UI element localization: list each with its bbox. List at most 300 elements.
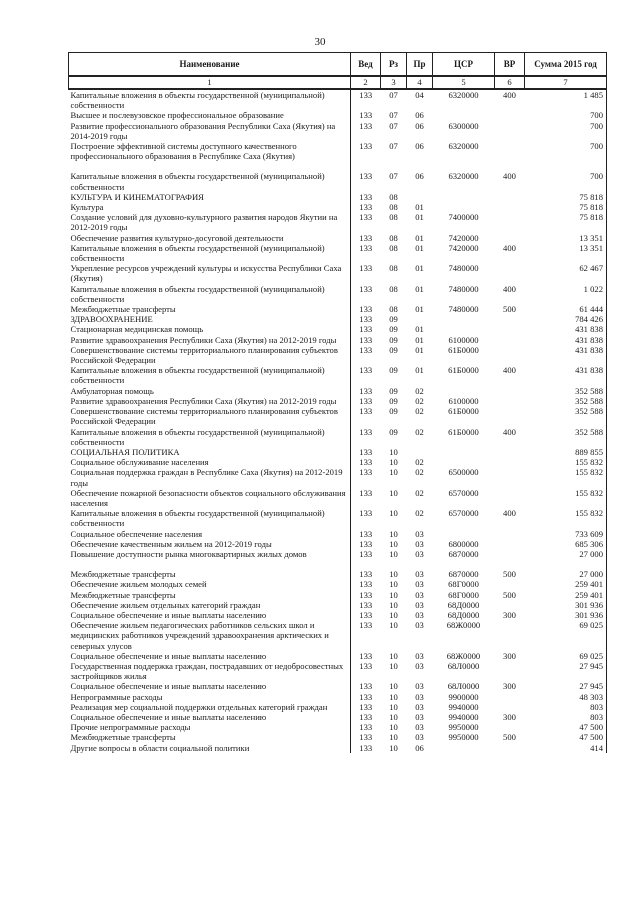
cell-ved: 133: [351, 263, 381, 283]
cell-rz: 09: [389, 334, 398, 345]
cell-rz: 10: [389, 742, 398, 753]
cell-csr: 68Л0000: [447, 660, 480, 671]
table-row: [69, 620, 607, 651]
cell-name: Совершенствование системы территориального планирования субъектов Российской Федерации: [70, 406, 338, 427]
cell-csr: 7420000: [448, 232, 479, 243]
cell-pr: 03: [415, 711, 424, 722]
cell-pr: 01: [415, 283, 424, 294]
cell-name: Социальное обеспечение и иные выплаты населению: [70, 609, 267, 620]
cell-name: Обеспечение жильем молодых семей: [70, 579, 207, 590]
table-row: [69, 681, 607, 691]
cell-pr: 01: [415, 324, 424, 335]
cell-rz: 07: [389, 90, 398, 100]
cell-rz: 10: [389, 711, 398, 722]
cell-pr: 01: [415, 212, 424, 223]
cell-name: Капитальные вложения в объекты государственной (муниципальной) собственности: [70, 90, 325, 111]
cell-sum: 155 832: [525, 457, 607, 467]
cell-vr: 400: [503, 365, 516, 376]
cell-sum: 47 500: [525, 722, 607, 732]
cell-rz: 10: [389, 579, 398, 590]
cell-sum: 27 000: [525, 569, 607, 579]
cell-ved: 133: [351, 722, 381, 732]
cell-csr: 6320000: [448, 141, 479, 152]
cell-sum: 700: [525, 110, 607, 120]
table-row: [69, 243, 607, 263]
cell-ved: 133: [351, 661, 381, 681]
cell-csr: 6500000: [448, 467, 479, 478]
cell-csr: 61Б0000: [448, 344, 479, 355]
cell-sum: 155 832: [525, 508, 607, 528]
cell-csr: 6100000: [448, 395, 479, 406]
header-rz: Рз: [381, 53, 407, 77]
cell-csr: 6300000: [448, 120, 479, 131]
column-index-row: [69, 76, 607, 89]
cell-sum: 27 945: [525, 661, 607, 681]
cell-name: Прочие непрограммные расходы: [70, 722, 191, 733]
cell-csr: 9940000: [448, 711, 479, 722]
header-ved: Вед: [351, 53, 381, 77]
table-row: [69, 304, 607, 314]
cell-sum: 259 401: [525, 579, 607, 589]
cell-rz: 07: [389, 171, 398, 182]
table-row: [69, 202, 607, 212]
cell-pr: 02: [415, 395, 424, 406]
cell-sum: 27 945: [525, 681, 607, 691]
cell-sum: 700: [525, 121, 607, 141]
cell-pr: [407, 314, 433, 324]
cell-pr: 03: [415, 569, 424, 580]
header-csr: ЦСР: [433, 53, 495, 77]
table-row: [69, 488, 607, 508]
table-row: [69, 386, 607, 396]
cell-name: Обеспечение развития культурно-досуговой деятельности: [70, 232, 284, 243]
table-row: [69, 508, 607, 528]
cell-ved: 133: [351, 457, 381, 467]
cell-vr: [495, 202, 525, 212]
cell-ved: 133: [351, 202, 381, 212]
cell-vr: [495, 121, 525, 141]
cell-rz: 10: [389, 722, 398, 733]
cell-ved: 133: [351, 529, 381, 539]
cell-vr: [495, 141, 525, 161]
column-index: 3: [381, 76, 407, 89]
table-row: [69, 651, 607, 661]
table-row: [69, 539, 607, 549]
cell-name: Межбюджетные трансферты: [70, 589, 176, 600]
cell-name: Создание условий для духовно-культурного развития народов Якутии на 2012-2019 годы: [70, 212, 338, 233]
cell-name: КУЛЬТУРА И КИНЕМАТОГРАФИЯ: [70, 191, 204, 202]
cell-vr: [495, 314, 525, 324]
cell-ved: 133: [351, 732, 381, 742]
cell-rz: 10: [389, 681, 398, 692]
cell-pr: 06: [415, 171, 424, 182]
table-row: [69, 263, 607, 283]
budget-table: [68, 52, 607, 753]
cell-pr: 03: [415, 538, 424, 549]
cell-csr: 68Д0000: [447, 609, 480, 620]
table-row: [69, 467, 607, 487]
table-row: [69, 314, 607, 324]
cell-csr: [433, 529, 495, 539]
cell-rz: 10: [389, 508, 398, 519]
cell-name: Капитальные вложения в объекты государственной (муниципальной) собственности: [70, 508, 325, 529]
cell-vr: [495, 743, 525, 753]
cell-csr: [433, 386, 495, 396]
cell-name: Капитальные вложения в объекты государственной (муниципальной) собственности: [70, 365, 325, 386]
cell-ved: 133: [351, 365, 381, 385]
cell-name: Капитальные вложения в объекты государственной (муниципальной) собственности: [70, 171, 325, 192]
cell-ved: 133: [351, 681, 381, 691]
cell-csr: 7480000: [448, 304, 479, 315]
cell-vr: [495, 488, 525, 508]
cell-name: Социальное обеспечение и иные выплаты населению: [70, 681, 267, 692]
cell-pr: 01: [415, 344, 424, 355]
cell-sum: 259 401: [525, 590, 607, 600]
cell-vr: [495, 161, 525, 171]
cell-sum: 155 832: [525, 467, 607, 487]
cell-name: Культура: [70, 202, 104, 213]
cell-rz: 09: [389, 324, 398, 335]
cell-csr: [433, 559, 495, 569]
cell-rz: 10: [389, 446, 398, 457]
cell-sum: 1 485: [525, 89, 607, 110]
cell-sum: 13 351: [525, 243, 607, 263]
table-row: [69, 171, 607, 191]
cell-pr: 01: [415, 242, 424, 253]
cell-ved: 133: [351, 427, 381, 447]
column-index: 2: [351, 76, 381, 89]
cell-name: Развитие профессионального образования Республики Саха (Якутия) на 2014-2019 годы: [70, 120, 336, 141]
table-row: [69, 447, 607, 457]
cell-name: Обеспечение жильем отдельных категорий граждан: [70, 599, 261, 610]
cell-ved: 133: [351, 304, 381, 314]
cell-vr: [495, 600, 525, 610]
cell-vr: 500: [503, 304, 516, 315]
cell-sum: 75 818: [525, 212, 607, 232]
cell-pr: [407, 559, 433, 569]
cell-csr: 61Б0000: [448, 406, 479, 417]
cell-name: Обеспечение качественным жильем на 2012-2019 годы: [70, 538, 272, 549]
cell-vr: [495, 192, 525, 202]
cell-csr: [433, 457, 495, 467]
cell-sum: 352 588: [525, 406, 607, 426]
cell-pr: 06: [415, 742, 424, 753]
cell-csr: 68Л0000: [447, 681, 480, 692]
cell-vr: 300: [503, 650, 516, 661]
cell-vr: [495, 324, 525, 334]
cell-sum: 47 500: [525, 732, 607, 742]
cell-vr: [495, 467, 525, 487]
table-row: [69, 406, 607, 426]
cell-csr: [433, 447, 495, 457]
cell-ved: 133: [351, 345, 381, 365]
cell-vr: 500: [503, 569, 516, 580]
cell-rz: 10: [389, 548, 398, 559]
cell-name: Развитие здравоохранения Республики Саха (Якутия) на 2012-2019 годы: [70, 395, 337, 406]
header-vr: ВР: [495, 53, 525, 77]
cell-name: ЗДРАВООХРАНЕНИЕ: [70, 314, 153, 325]
cell-csr: 9900000: [448, 691, 479, 702]
cell-name: Высшее и послевузовское профессиональное образование: [70, 110, 284, 121]
cell-name: Реализация мер социальной поддержки отдельных категорий граждан: [70, 701, 328, 712]
cell-pr: 01: [415, 202, 424, 213]
table-row: [69, 284, 607, 304]
cell-rz: 09: [389, 406, 398, 417]
cell-pr: 02: [415, 508, 424, 519]
cell-csr: [433, 110, 495, 120]
cell-sum: 889 855: [525, 447, 607, 457]
cell-ved: 133: [351, 508, 381, 528]
cell-vr: [495, 692, 525, 702]
cell-pr: 03: [415, 548, 424, 559]
cell-pr: [407, 161, 433, 171]
cell-vr: 500: [503, 732, 516, 743]
cell-pr: 01: [415, 263, 424, 274]
cell-sum: 61 444: [525, 304, 607, 314]
table-row: [69, 335, 607, 345]
cell-sum: 75 818: [525, 202, 607, 212]
cell-csr: [433, 192, 495, 202]
header-name: Наименование: [69, 53, 351, 77]
cell-pr: 03: [415, 681, 424, 692]
cell-csr: 7480000: [448, 283, 479, 294]
cell-csr: 9950000: [448, 732, 479, 743]
cell-csr: 68Ж0000: [446, 650, 481, 661]
cell-sum: 803: [525, 702, 607, 712]
cell-vr: 400: [503, 426, 516, 437]
cell-rz: 07: [389, 110, 398, 121]
cell-pr: 06: [415, 120, 424, 131]
table-row: [69, 89, 607, 110]
cell-name: СОЦИАЛЬНАЯ ПОЛИТИКА: [70, 446, 180, 457]
cell-sum: 48 303: [525, 692, 607, 702]
cell-rz: 10: [389, 538, 398, 549]
cell-ved: 133: [351, 121, 381, 141]
cell-rz: 10: [389, 691, 398, 702]
cell-pr: 02: [415, 487, 424, 498]
cell-vr: [495, 529, 525, 539]
table-row: [69, 141, 607, 161]
table-row: [69, 732, 607, 742]
cell-csr: 6870000: [448, 569, 479, 580]
table-row: [69, 610, 607, 620]
cell-name: Обеспечение жильем педагогических работников сельских школ и медицинских работников учреждений здравоохранения арктических и северных улусов: [70, 620, 329, 651]
cell-pr: 06: [415, 110, 424, 121]
cell-sum: 700: [525, 171, 607, 191]
cell-name: Другие вопросы в области социальной политики: [70, 742, 250, 753]
table-row: [69, 324, 607, 334]
table-row: [69, 161, 607, 171]
cell-ved: 133: [351, 549, 381, 559]
cell-rz: 09: [389, 426, 398, 437]
cell-csr: 68Д0000: [447, 599, 480, 610]
cell-rz: 10: [389, 660, 398, 671]
cell-pr: 02: [415, 406, 424, 417]
cell-csr: 68Г0000: [448, 589, 479, 600]
table-row: [69, 549, 607, 559]
cell-name: Социальное обеспечение населения: [70, 528, 203, 539]
cell-ved: 133: [351, 335, 381, 345]
cell-pr: 01: [415, 304, 424, 315]
cell-vr: [495, 110, 525, 120]
cell-sum: 27 000: [525, 549, 607, 559]
cell-rz: 07: [389, 120, 398, 131]
cell-rz: 09: [389, 314, 398, 325]
cell-csr: 6870000: [448, 548, 479, 559]
cell-sum: 69 025: [525, 651, 607, 661]
cell-sum: 301 936: [525, 610, 607, 620]
cell-ved: 133: [351, 539, 381, 549]
cell-name: Социальная поддержка граждан в Республике Саха (Якутия) на 2012-2019 годы: [70, 467, 343, 488]
cell-ved: 133: [351, 579, 381, 589]
table-row: [69, 365, 607, 385]
cell-pr: 02: [415, 426, 424, 437]
cell-sum: 414: [525, 743, 607, 753]
cell-ved: 133: [351, 447, 381, 457]
cell-sum: 685 306: [525, 539, 607, 549]
cell-pr: 03: [415, 599, 424, 610]
cell-vr: [495, 620, 525, 651]
table-row: [69, 233, 607, 243]
cell-rz: 07: [389, 141, 398, 152]
cell-name: Укрепление ресурсов учреждений культуры и искусства Республики Саха (Якутия): [70, 263, 342, 284]
table-row: [69, 569, 607, 579]
cell-ved: 133: [351, 141, 381, 161]
cell-sum: 431 838: [525, 335, 607, 345]
cell-pr: 03: [415, 650, 424, 661]
cell-name: Межбюджетные трансферты: [70, 569, 176, 580]
table-row: [69, 590, 607, 600]
cell-pr: 03: [415, 620, 424, 631]
cell-sum: 13 351: [525, 233, 607, 243]
cell-rz: 08: [389, 232, 398, 243]
table-row: [69, 529, 607, 539]
cell-rz: [381, 161, 407, 171]
cell-name: Стационарная медицинская помощь: [70, 324, 204, 335]
cell-name: Межбюджетные трансферты: [70, 304, 176, 315]
cell-rz: 08: [389, 304, 398, 315]
cell-vr: [495, 447, 525, 457]
cell-sum: 62 467: [525, 263, 607, 283]
cell-vr: [495, 661, 525, 681]
cell-vr: 400: [503, 508, 516, 519]
cell-ved: 133: [351, 284, 381, 304]
cell-rz: 10: [389, 609, 398, 620]
cell-ved: 133: [351, 233, 381, 243]
cell-vr: 500: [503, 589, 516, 600]
cell-csr: 6320000: [448, 90, 479, 100]
cell-csr: 7420000: [448, 242, 479, 253]
cell-name: Государственная поддержка граждан, пострадавших от недобросовестных застройщиков жилья: [70, 660, 344, 682]
header-sum: Сумма 2015 год: [525, 53, 607, 77]
cell-ved: 133: [351, 212, 381, 232]
cell-name: [69, 161, 351, 171]
cell-ved: 133: [351, 712, 381, 722]
cell-pr: 03: [415, 691, 424, 702]
cell-sum: 301 936: [525, 600, 607, 610]
cell-ved: 133: [351, 171, 381, 191]
cell-rz: 10: [389, 528, 398, 539]
cell-rz: 10: [389, 569, 398, 580]
cell-csr: 9940000: [448, 701, 479, 712]
cell-vr: 300: [503, 681, 516, 692]
cell-rz: 09: [389, 365, 398, 376]
cell-csr: 6570000: [448, 508, 479, 519]
cell-vr: 400: [503, 171, 516, 182]
table-row: [69, 212, 607, 232]
cell-ved: 133: [351, 600, 381, 610]
cell-ved: 133: [351, 324, 381, 334]
cell-pr: 03: [415, 722, 424, 733]
cell-vr: 400: [503, 283, 516, 294]
cell-vr: [495, 457, 525, 467]
cell-sum: 431 838: [525, 365, 607, 385]
cell-vr: 300: [503, 609, 516, 620]
cell-sum: 1 022: [525, 284, 607, 304]
cell-csr: 6800000: [448, 538, 479, 549]
cell-sum: 431 838: [525, 345, 607, 365]
cell-name: [69, 559, 351, 569]
cell-vr: [495, 722, 525, 732]
column-index: 7: [525, 76, 607, 89]
cell-vr: [495, 345, 525, 365]
cell-vr: [495, 406, 525, 426]
cell-rz: 10: [389, 457, 398, 468]
cell-pr: 03: [415, 660, 424, 671]
cell-rz: 08: [389, 212, 398, 223]
page-number: 30: [314, 36, 326, 48]
cell-csr: 9950000: [448, 722, 479, 733]
cell-sum: 352 588: [525, 396, 607, 406]
cell-ved: 133: [351, 702, 381, 712]
cell-rz: 10: [389, 732, 398, 743]
cell-ved: 133: [351, 89, 381, 110]
cell-name: Социальное обеспечение и иные выплаты населению: [70, 650, 267, 661]
cell-name: Капитальные вложения в объекты государственной (муниципальной) собственности: [70, 283, 325, 304]
cell-rz: 10: [389, 620, 398, 631]
cell-vr: [495, 702, 525, 712]
cell-csr: [433, 161, 495, 171]
cell-csr: 6320000: [448, 171, 479, 182]
table-row: [69, 121, 607, 141]
cell-rz: 09: [389, 385, 398, 396]
table-row: [69, 661, 607, 681]
table-row: [69, 692, 607, 702]
cell-pr: 01: [415, 232, 424, 243]
table-row: [69, 192, 607, 202]
cell-sum: 733 609: [525, 529, 607, 539]
cell-csr: 7400000: [448, 212, 479, 223]
cell-csr: 61Б0000: [448, 426, 479, 437]
cell-pr: 03: [415, 732, 424, 743]
cell-ved: 133: [351, 386, 381, 396]
table-row: [69, 345, 607, 365]
cell-ved: 133: [351, 651, 381, 661]
cell-pr: 02: [415, 457, 424, 468]
table-row: [69, 396, 607, 406]
cell-pr: 01: [415, 334, 424, 345]
cell-csr: 68Г0000: [448, 579, 479, 590]
cell-vr: [495, 396, 525, 406]
cell-rz: 08: [389, 202, 398, 213]
cell-name: Социальное обслуживание населения: [70, 457, 209, 468]
cell-name: Совершенствование системы территориального планирования субъектов Российской Федерации: [70, 344, 338, 366]
cell-rz: 09: [389, 395, 398, 406]
cell-name: Развитие здравоохранения Республики Саха (Якутия) на 2012-2019 годы: [70, 334, 337, 345]
table-row: [69, 559, 607, 569]
table-row: [69, 457, 607, 467]
cell-rz: 10: [389, 589, 398, 600]
